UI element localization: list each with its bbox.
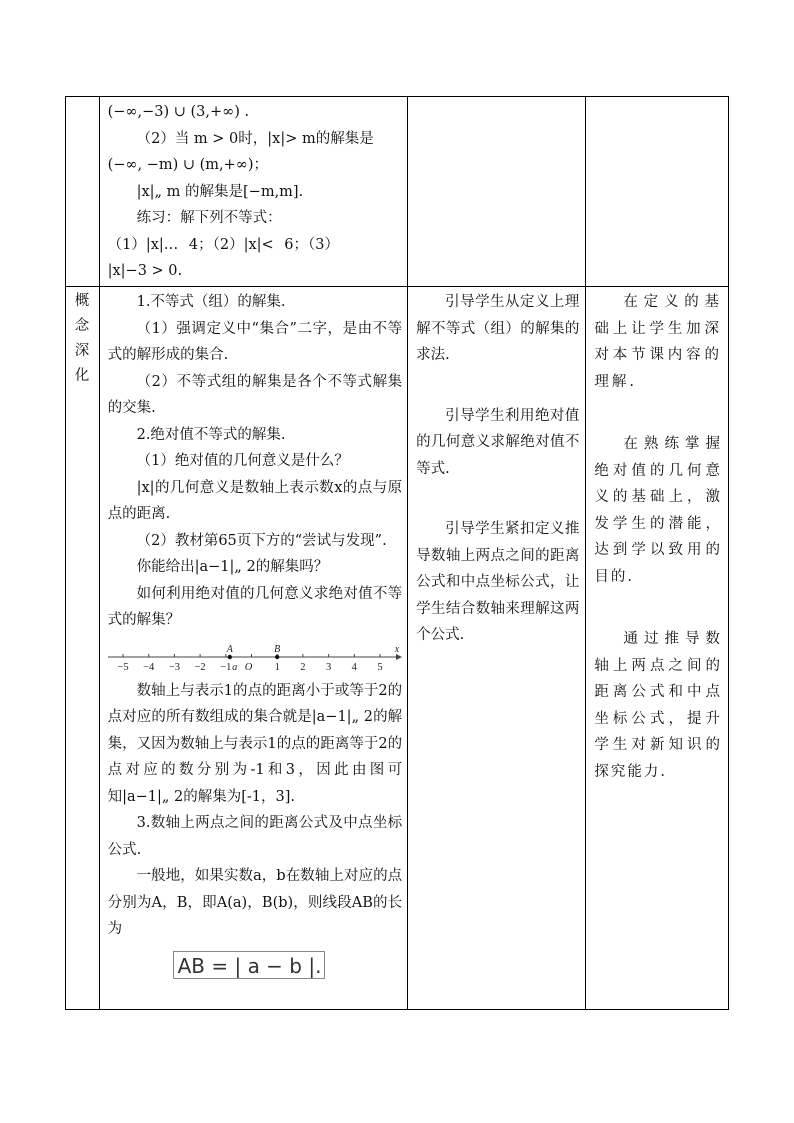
guide-cell [408,287,586,1010]
text-line: (−∞,−3) ∪ (3,+∞) . [107,104,250,120]
tick-label: −1 [219,661,231,673]
design-cell [586,287,729,1010]
paragraph: （2）不等式组的解集是各个不等式解集的交集. [107,373,403,416]
paragraph: 2.绝对值不等式的解集. [136,426,286,443]
paragraph: 引导学生从定义上理解不等式（组）的解集的求法. [416,294,580,363]
paragraph: 如何利用绝对值的几何意义求绝对值不等式的解集？ [107,585,403,628]
paragraph: 引导学生利用绝对值的几何意义求解绝对值不等式. [416,407,580,477]
text-line: （1）|x|… 4；（2）|x|< 6；（3） [107,236,339,253]
tick-label: 1 [274,661,280,673]
paragraph: 3.数轴上两点之间的距离公式及中点坐标公式. [107,815,403,858]
number-line [108,644,402,673]
point-a-label: A [226,643,233,655]
paragraph: 一般地，如果实数a，b在数轴上对应的点分别为A，B，即A(a)，B(b)，则线段AB的长为 [107,868,403,937]
paragraph: （1）强调定义中“集合”二字，是由不等式的解形成的集合. [107,320,403,363]
paragraph: 引导学生紧扣定义推导数轴上两点之间的距离公式和中点坐标公式，让学生结合数轴来理解这两个公式. [416,521,580,643]
distance-formula: AB = | a − b |. [173,951,325,979]
guide-cell-empty [408,97,586,287]
table-row [66,287,729,1010]
text-line: 练习：解下列不等式： [136,210,282,226]
paragraph: 你能给出|a−1|„ 2的解集吗？ [136,559,329,575]
text-line: |x|„ m 的解集是[−m,m]. [136,183,304,200]
design-cell-empty [586,97,729,287]
tick-label: 3 [325,661,331,673]
point-b-label: B [273,643,280,655]
point-b-dot [275,654,279,658]
section-label [74,289,90,389]
paragraph: 数轴上与表示1的点的距离小于或等于2的点对应的所有数组成的集合就是|a−1|„ 2的解集，又因为数轴上与表示1的点的距离等于2的点对应的数分别为-1和3，因此由图可知|a−1|„ 2的解集为[-1，3]. [107,682,403,805]
tick-label: −5 [117,661,129,673]
label-char: 概 [74,293,90,309]
tick-label: −2 [194,661,206,673]
paragraph: 在定义的基础上让学生加深对本节课内容的理解. [594,294,722,390]
paragraph: （2）教材第65页下方的“尝试与发现”. [136,532,387,549]
axis-label: x [394,643,399,655]
paragraph: 在熟练掌握绝对值的几何意义的基础上，激发学生的潜能，达到学以致用的目的. [594,436,722,585]
text-line: (−∞, −m) ∪ (m,+∞)； [107,157,269,173]
tick-label: 4 [351,661,357,673]
label-char: 深 [74,343,90,359]
label-char: 化 [74,368,90,384]
section-label-cell [66,287,100,1010]
tick-label: 2 [299,661,306,673]
point-a-dot [227,654,231,658]
tick-label: −3 [168,661,180,673]
table-row [66,97,729,287]
text-line: |x|−3 > 0. [107,263,183,279]
paragraph: 通过推导数轴上两点之间的距离公式和中点坐标公式，提升学生对新知识的探究能力. [594,631,722,780]
tick-label: O [244,661,252,673]
number-line-figure [108,640,403,674]
text-line: （2）当 m > 0时，|x|> m的解集是 [136,130,374,147]
label-char: 念 [74,318,90,334]
lesson-plan-table [65,96,729,1010]
label-cell-empty [66,97,100,287]
tick-label: −4 [142,661,154,673]
paragraph: 1.不等式（组）的解集. [136,294,286,310]
point-a-sub-label: a [231,661,237,673]
content-cell [99,97,408,287]
paragraph: （1）绝对值的几何意义是什么？ [136,453,349,469]
paragraph: |x|的几何意义是数轴上表示数x的点与原点的距离. [107,479,403,522]
content-cell [99,287,408,1010]
tick-label: 5 [376,661,383,673]
